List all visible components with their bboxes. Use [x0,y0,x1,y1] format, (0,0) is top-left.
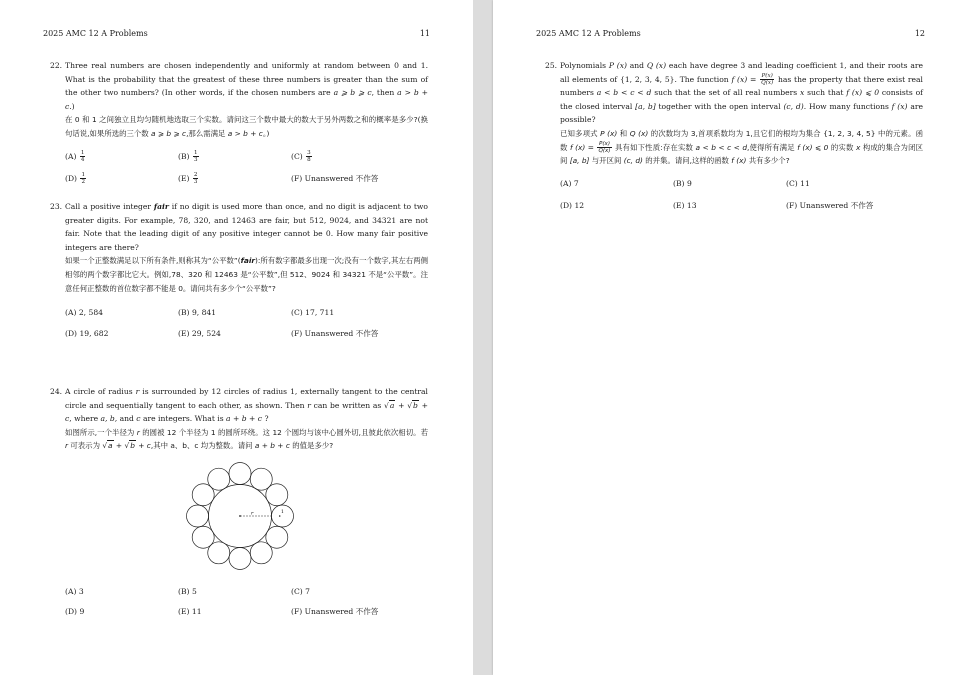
page-gap [473,0,493,675]
label-1: 1 [281,509,284,515]
problem-22 [50,59,428,194]
answer-choices-row-1 [560,177,923,199]
problem-number: 24. [50,387,63,396]
answer-choices-row-1 [65,306,428,327]
answer-choices-row-2 [65,327,428,340]
choice-d[interactable]: (D) 19, 682 [65,329,109,339]
problem-text-en: Call a positive integer fair if no digit is used more than once, and no digit is adjacent to two greater digits. For example, 78, 320, and 12463 are fair, but 512, 9024, and 34321 are not fair. Note that the leading digit of any positive integer cannot be 0. How many fair positive integers are there? [65,202,428,252]
choice-a[interactable]: (A) $\frac{1}{4}$ [65,150,85,164]
choice-f[interactable]: (F) Unanswered 不作答 [291,606,379,616]
tangent-circles-figure [185,461,295,571]
answer-choices-row-2 [65,605,428,618]
problem-text-cn: 已知多项式 P (x) 和 Q (x) 的次数均为 3,首项系数均为 1,且它们的根均为集合 {1, 2, 3, 4, 5} 中的元素。函数 f (x) = $\frac{P(x)}{Q(x)}$ 具有如下性质:存在实数 a < b < c < d,使得所有满足 f (x) ⩽ 0 的实数 x 构成的集合为闭区间 [a, b] 与开区间 (c, d) 的并集。请问,这样的函数 f (x) 共有多少个? [560,128,924,166]
outer-circle [272,505,294,527]
problem-23 [50,200,428,340]
choice-c[interactable]: (C) $\frac{3}{8}$ [291,150,311,164]
choice-a[interactable]: (A) 2, 584 [65,308,103,318]
choice-b[interactable]: (B) 9, 841 [178,308,217,318]
choice-c[interactable]: (C) 17, 711 [291,308,335,318]
choice-d[interactable]: (D) $\frac{1}{2}$ [65,172,85,186]
choice-f[interactable]: (F) Unanswered 不作答 [786,200,874,210]
choice-a[interactable]: (A) 7 [560,178,579,188]
outer-circle [266,484,288,506]
problem-number: 22. [50,61,63,70]
choice-c[interactable]: (C) 11 [786,178,810,188]
choice-d[interactable]: (D) 9 [65,606,85,616]
outer-circle [187,505,209,527]
problem-text-cn: 在 0 和 1 之间独立且均匀随机地选取三个实数。请问这三个数中最大的数大于另外两数之和的概率是多少?(换句话说,如果所选的三个数 a ⩾ b ⩾ c,那么需满足 a > b + c。) [65,115,428,138]
outer-circle [250,542,272,564]
problem-text-cn: 如图所示,一个半径为 r 的圆被 12 个半径为 1 的圆所环绕。这 12 个圆均与该中心圆外切,且彼此依次相切。若 r 可表示为 √a + √b + c,其中 a、b、c 均为整数。请问 a + b + c 的值是多少? [65,427,428,451]
page-header-title: 2025 AMC 12 A Problems [43,29,148,38]
page-number: 12 [914,29,925,38]
choice-d[interactable]: (D) 12 [560,200,585,210]
choice-f[interactable]: (F) Unanswered 不作答 [291,173,379,183]
problem-text-en: Polynomials P (x) and Q (x) each have degree 3 and leading coefficient 1, and their roots are all elements of {1, 2, 3, 4, 5}. The function f (x) = $\frac{P(x)}{Q(x)}$ has the property that there exist real numbers a < b < c < d such that the set of all real numbers x such that f (x) ⩽ 0 consists of the closed interval [a, b] together with the open interval (c, d). How many functions f (x) are possible? [560,61,924,125]
answer-choices-row-2 [65,172,428,194]
outer-circle [229,547,251,569]
choice-b[interactable]: (B) $\frac{1}{3}$ [178,150,198,164]
choice-b[interactable]: (B) 9 [673,178,692,188]
problem-text-cn: 如果一个正整数满足以下所有条件,则称其为“公平数”(fair):所有数字都最多出现一次;没有一个数字,其左右两侧相邻的两个数字都比它大。例如,78、320 和 12463 是“公平数”,但 512、9024 和 34321 不是“公平数”。注意任何正整数的首位数字都不能是 0。请问共有多少个“公平数”? [65,256,428,293]
outer-circle [208,468,230,490]
problem-text-en: Three real numbers are chosen independently and uniformly at random between 0 and 1. What is the probability that the greatest of these three numbers is greater than the sum of the other two numbers? (In other words, if the chosen numbers are a ⩾ b ⩾ c, then a > b + c.) [65,61,428,111]
answer-choices-row-1 [65,150,428,172]
label-r: r [251,510,254,517]
page-header-title: 2025 AMC 12 A Problems [536,29,641,38]
page-number: 11 [419,29,430,38]
problem-number: 25. [545,61,558,70]
choice-b[interactable]: (B) 5 [178,586,197,596]
choice-a[interactable]: (A) 3 [65,586,84,596]
problem-text-en: A circle of radius r is surrounded by 12 circles of radius 1, externally tangent to the central circle and sequentially tangent to each other, as shown. Then r can be written as √a + √b + c, where a, b, and c are integers. What is a + b + c ? [65,387,428,424]
choice-c[interactable]: (C) 7 [291,586,311,596]
outer-circle [192,526,214,548]
choice-e[interactable]: (E) $\frac{2}{3}$ [178,172,198,186]
choice-f[interactable]: (F) Unanswered 不作答 [291,329,379,339]
problem-24 [50,385,428,618]
answer-choices-row-2 [560,199,923,212]
choice-e[interactable]: (E) 11 [178,606,202,616]
choice-e[interactable]: (E) 29, 524 [178,329,221,339]
outer-center-point [279,515,281,517]
outer-circle [229,462,251,484]
page-left [0,0,473,675]
problem-25 [545,59,923,212]
choice-e[interactable]: (E) 13 [673,200,697,210]
problem-number: 23. [50,202,63,211]
answer-choices-row-1 [65,585,428,605]
